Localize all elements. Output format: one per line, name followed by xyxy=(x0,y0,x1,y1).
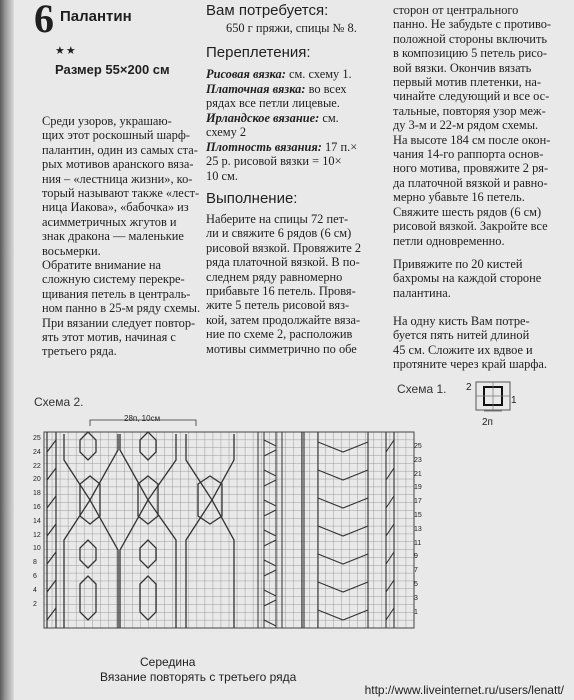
row-label: 14 xyxy=(33,517,41,525)
schema2-left-rows xyxy=(33,432,43,622)
difficulty-stars: ★★ xyxy=(55,45,77,57)
schema2-center-label: Середина xyxy=(140,655,196,669)
weave-irish xyxy=(206,111,339,140)
pattern-number: 6 xyxy=(34,0,54,41)
row-label: 18 xyxy=(33,490,41,498)
schema2-right-rows xyxy=(414,440,426,630)
weave-garter xyxy=(206,82,347,111)
row-label: 7 xyxy=(414,567,418,575)
row-label: 25 xyxy=(33,435,41,442)
tassel-paragraph: На одну кисть Вам потре- буется пять нитей длиной 45 см. Сложите их вдвое и протяните через край шарфа. xyxy=(393,314,547,372)
row-label: 9 xyxy=(414,553,418,561)
materials-heading: Вам потребуется: xyxy=(206,2,329,19)
schema1-grid xyxy=(474,380,514,418)
weave-gauge-term: Плотность вязания: xyxy=(206,140,322,154)
schema1-bottom-label: 2п xyxy=(482,417,493,428)
lattice-motif xyxy=(64,432,234,628)
schema1-right-number: 1 xyxy=(511,395,517,406)
row-label: 2 xyxy=(33,600,37,608)
row-label: 1 xyxy=(414,608,418,616)
note-paragraph: Обратите внимание на сложную систему перекре- щивания петель в централь- ном панно в 25-м ряду схемы. При вязании следует повтор- ять этот мотив, начиная с третьего ряда. xyxy=(42,258,201,359)
row-label: 19 xyxy=(414,484,422,492)
row-label: 23 xyxy=(414,456,422,464)
size-line: Размер 55×200 см xyxy=(55,62,170,77)
row-label: 5 xyxy=(414,580,418,588)
intro-paragraph: Среди узоров, украшаю- щих этот роскошный шарф- палантин, один из самых ста- рых мотивов аранского вяза- ния – «лестница жизни», ко- торый называют также «лест- ница Иакова», «бабочка» из асимметричных жгутов и знак дракона — маленькие восьмерки. xyxy=(42,114,200,258)
weave-garter-term: Платочная вязка: xyxy=(206,82,306,96)
butterfly-motif xyxy=(302,432,394,628)
weave-rice-text: см. схему 1. xyxy=(285,67,352,81)
weave-gauge xyxy=(206,140,357,183)
schema2-width-label: 28п, 10см xyxy=(124,414,161,423)
schema2-repeat-note: Вязание повторять с третьего ряда xyxy=(100,670,297,684)
row-label: 12 xyxy=(33,531,41,539)
row-label: 25 xyxy=(414,443,422,450)
row-label: 3 xyxy=(414,594,418,602)
row-label: 16 xyxy=(33,503,41,511)
row-label: 17 xyxy=(414,498,422,506)
row-label: 4 xyxy=(33,586,37,594)
row-label: 8 xyxy=(33,559,37,567)
rope-motif xyxy=(258,432,282,628)
row-label: 22 xyxy=(33,462,41,470)
materials-text: 650 г пряжи, спицы № 8. xyxy=(226,21,357,35)
weave-irish-text: см. схему 2 xyxy=(206,111,339,140)
page-gutter-shadow xyxy=(0,0,14,700)
weave-irish-term: Ирландское вязание: xyxy=(206,111,320,125)
weave-rice xyxy=(206,67,352,81)
schema1-left-number: 2 xyxy=(466,382,472,393)
weave-gauge-text: 17 п.× 25 р. рисовой вязки = 10× 10 см. xyxy=(206,140,358,183)
fringe-paragraph: Привяжите по 20 кистей бахромы на каждой стороне палантина. xyxy=(393,257,542,300)
instructions-heading: Выполнение: xyxy=(206,190,298,207)
pattern-title: Палантин xyxy=(60,8,132,25)
row-label: 6 xyxy=(33,572,37,580)
row-label: 15 xyxy=(414,511,422,519)
row-label: 24 xyxy=(33,448,41,456)
row-label: 21 xyxy=(414,470,422,478)
row-label: 10 xyxy=(33,545,41,553)
source-url: http://www.liveinternet.ru/users/lenatt/ xyxy=(364,683,564,697)
schema2-label: Схема 2. xyxy=(34,395,84,409)
weave-rice-term: Рисовая вязка: xyxy=(206,67,286,81)
weave-garter-text: во всех рядах все петли лицевые. xyxy=(206,82,347,111)
weaves-heading: Переплетения: xyxy=(206,44,311,61)
instructions-text: Наберите на спицы 72 пет- ли и свяжите 6 рядов (6 см) рисовой вязкой. Провяжите 2 ряда платочной вязкой. В по- следнем ряду равномерно прибавьте 16 петель. Провя- жите 5 петель рисовой вяз- кой, затем продолжайте вяза- ние по схеме 2, расположив мотивы симметрично по обе xyxy=(206,212,362,356)
row-label: 11 xyxy=(414,539,422,547)
row-label: 20 xyxy=(33,476,41,484)
schema1-label: Схема 1. xyxy=(397,382,447,396)
instructions-continued: сторон от центрального панно. Не забудьте с противо- положной стороны включить в композицию 5 петель рисо- вой вязки. Окончив вязать первый мотив плетенки, на- чинайте следующий и все ос- тальные, повторяя узор меж- ду 3-м и 22-м рядом схемы. На высоте 184 см после окон- чания 14-го раппорта основ- ного мотива, провяжите 2 ря- да платочной вязкой и равно- мерно убавьте 16 петель. Свяжите шесть рядов (6 см) рисовой вязкой. Закройте все петли одновременно. xyxy=(393,3,552,248)
row-label: 13 xyxy=(414,525,422,533)
